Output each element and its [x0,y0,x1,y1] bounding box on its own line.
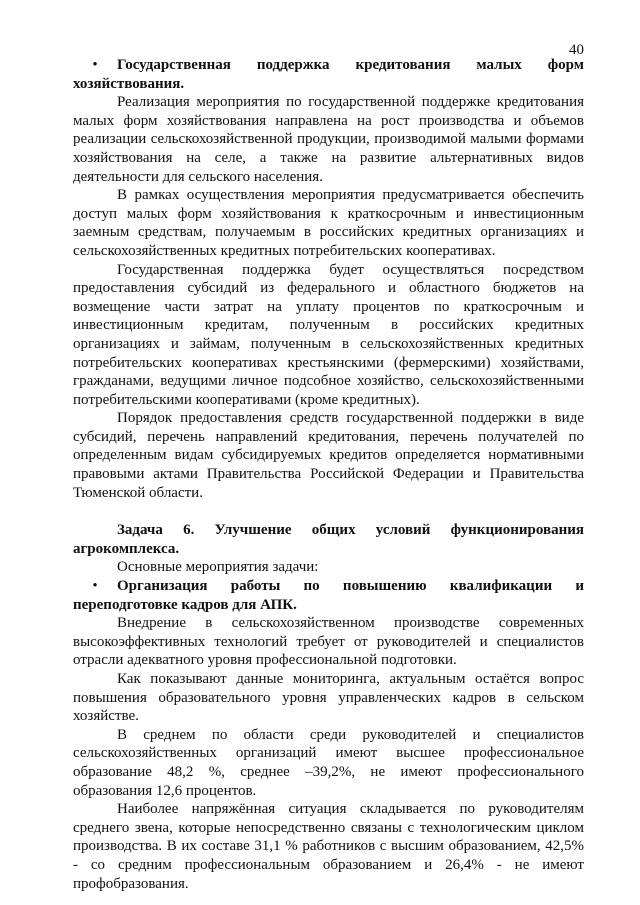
paragraph: Реализация мероприятия по государственной поддержке кредитования малых форм хозяйствования направлена на рост производства и объемов реализации сельскохозяйственной продукции, производимой малыми формами хозяйствования на селе, а также на развитие альтернативных видов деятельности для сельского населения. [73,94,584,185]
paragraph: В среднем по области среди руководителей и специалистов сельскохозяйственных организаций имеют высшее профессиональное образование 48,2 %, среднее –39,2%, не имеют профессионального образования 12,6 процентов. [73,726,584,799]
paragraph: Наиболее напряжённая ситуация складывается по руководителям среднего звена, которые непосредственно связаны с технологическим циклом производства. В их составе 31,1 % работников с высшим образованием, 42,5% - со средним профессиональным образованием и 26,4% - не имеют профобразования. [73,801,584,892]
page-number: 40 [569,42,584,58]
bullet-icon: • [92,578,98,595]
document-body [73,56,584,893]
paragraph: В рамках осуществления мероприятия предусматривается обеспечить доступ малых форм хозяйствования к краткосрочным и инвестиционным заемным средствам, получаемым в российских кредитных организациях и сельскохозяйственных кредитных потребительских кооперативах. [73,187,584,259]
paragraph: Порядок предоставления средств государственной поддержки в виде субсидий, перечень направлений кредитования, перечень получателей по определенным видам субсидируемых кредитов определяется нормативными правовыми актами Правительства Российской Федерации и Правительства Тюменской области. [73,410,584,501]
measure-heading-training [73,577,584,614]
task-heading: Задача 6. Улучшение общих условий функционирования агрокомплекса. [73,522,584,557]
spacer [73,502,584,521]
paragraph: Как показывают данные мониторинга, актуальным остаётся вопрос повышения образовательного уровня управленческих кадров в сельском хозяйстве. [73,671,584,725]
measure-heading-text: Организация работы по повышению квалификации и переподготовке кадров для АПК. [73,578,584,613]
section-heading-text: Государственная поддержка кредитования малых форм хозяйствования. [73,57,584,92]
paragraph: Государственная поддержка будет осуществляться посредством предоставления субсидий из федерального и областного бюджетов на возмещение части затрат на уплату процентов по краткосрочным и инвестиционным кредитам, полученным в российских кредитных организациях и займам, полученным в сельскохозяйственных кредитных потребительских кооперативах крестьянскими (фермерскими) хозяйствами, гражданами, ведущими личное подсобное хозяйство, сельскохозяйственными потребительскими кооперативами (кроме кредитных). [73,261,584,408]
paragraph: Основные мероприятия задачи: [117,559,319,576]
paragraph: Внедрение в сельскохозяйственном производстве современных высокоэффективных технологий требует от руководителей и специалистов отрасли адекватного уровня профессиональной подготовки. [73,615,584,669]
bullet-icon: • [92,57,98,73]
section-heading-credit-support [73,56,584,93]
